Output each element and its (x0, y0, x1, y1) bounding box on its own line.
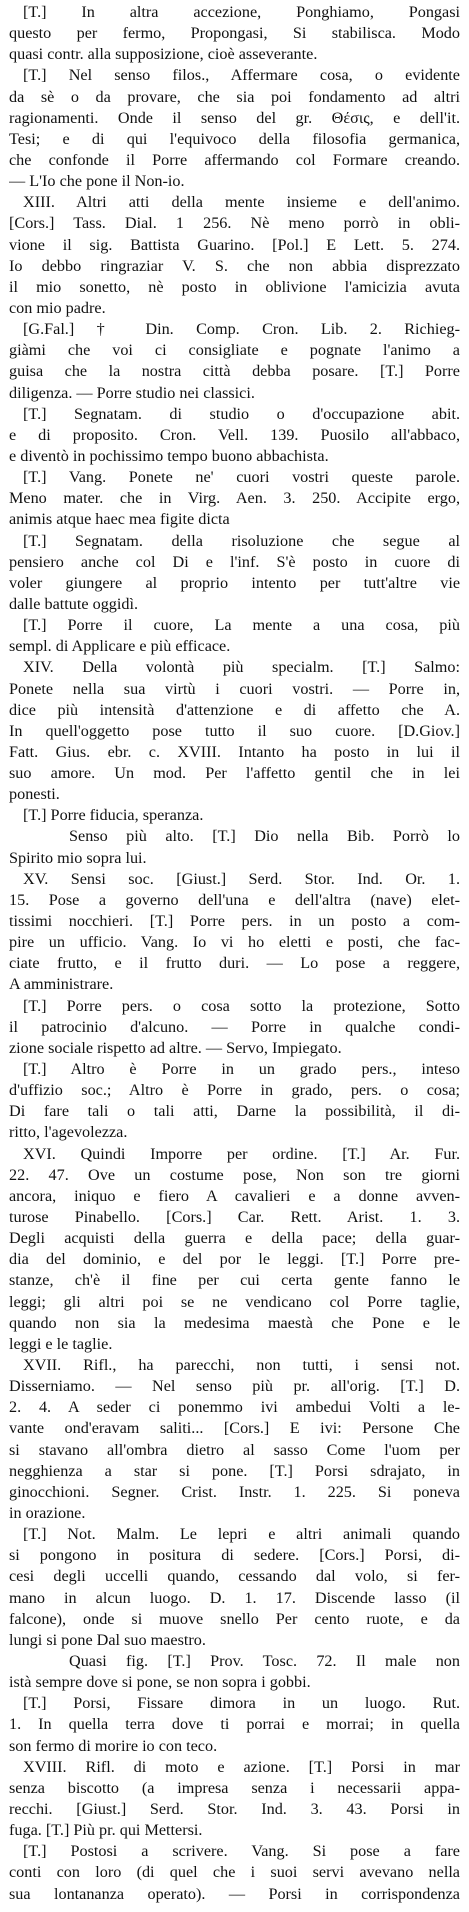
text-line: senza biscotto (a impresa senza i necessarii appa- (9, 1778, 460, 1797)
text-line: diligenza. — Porre studio nei classici. (9, 383, 255, 402)
text-line: XVI. Quindi Imporre per ordine. [T.] Ar. Fur. (23, 1144, 460, 1163)
text-line: XVII. Rifl., ha parecchi, non tutti, i sensi not. (23, 1356, 460, 1374)
text-line: [T.] Segnatam. della risoluzione che segue al (23, 531, 460, 550)
text-line: questo per fermo, Propongasi, Si stabilisca. Modo (9, 24, 460, 43)
text-line: XV. Sensi soc. [Giust.] Serd. Stor. Ind. Or. 1. (23, 869, 460, 888)
text-line: Io debbo ringraziar V. S. che non abbia disprezzato (9, 256, 460, 275)
text-line: [T.] Vang. Ponete ne' cuori vostri queste parole. (23, 468, 460, 487)
text-line: Tesi; e di qui l'equivoco della filosofia germanica, (9, 129, 460, 148)
text-line: tissimi nocchieri. [T.] Porre pers. in un posto a com- (9, 912, 460, 931)
text-line: conti con loro (di quel che i suoi servi avevano nella (9, 1863, 460, 1882)
text-line: Senso più alto. [T.] Dio nella Bib. Porrò lo (69, 827, 460, 846)
text-line: lungi si pone Dal suo maestro. (9, 1630, 206, 1649)
text-line: [T.] Postosi a scrivere. Vang. Si pose a fare (23, 1842, 460, 1861)
text-line: Spirito mio sopra lui. (9, 848, 147, 867)
text-line: [T.] Altro è Porre in un grado pers., inteso (23, 1060, 460, 1079)
text-line: Meno mater. che in Virg. Aen. 3. 250. Accipite ergo, (9, 489, 460, 508)
text-line: istà sempre dove si pone, se non sopra i gobbi. (9, 1673, 311, 1692)
text-line: In quell'oggetto pose tutto il suo cuore. [D.Giov.] (9, 721, 460, 740)
text-line: ginocchioni. Segner. Crist. Instr. 1. 225. Si poneva (9, 1482, 460, 1501)
text-line: [T.] Segnatam. di studio o d'occupazione abit. (23, 404, 460, 423)
text-line: Quasi fig. [T.] Prov. Tosc. 72. Il male non (69, 1651, 460, 1670)
text-line: [T.] Not. Malm. Le lepri e altri animali quando (23, 1525, 460, 1544)
text-line: A amministrare. (9, 975, 114, 994)
text-line: pire un ufficio. Vang. Io vi ho eletti e posti, che fac- (9, 933, 460, 952)
text-line: ragionamenti. Onde il senso del gr. Θέσις, e dell'it. (9, 108, 460, 127)
text-line: vante ond'eravam saliti... [Cors.] E ivi: Persone Che (9, 1419, 460, 1438)
text-line: XVIII. Rifl. di moto e azione. [T.] Porsi in mar (23, 1757, 460, 1776)
text-line: 1. In quella terra dove ti porrai e morrai; in quella (9, 1715, 460, 1734)
text-line: suo amore. Un mod. Per l'affetto gentil che in lei (9, 764, 460, 783)
text-line: con mio padre. (9, 298, 106, 317)
text-line: pensiero anche col Di e l'inf. S'è posto in cuore di (9, 552, 460, 571)
text-line: dia del dominio, e del por le leggi. [T.] Porre pre- (9, 1250, 460, 1269)
text-line: dice più intensità d'attenzione e di affetto che A. (9, 700, 460, 719)
text-line: [T.] Nel senso filos., Affermare cosa, o evidente (23, 66, 460, 85)
text-line: vione il sig. Battista Guarino. [Pol.] E Lett. 5. 274. (9, 235, 460, 254)
text-line: Degli acquisti della guerra e della pace; della guar- (9, 1229, 460, 1248)
text-line: recchi. [Giust.] Serd. Stor. Ind. 3. 43. Porsi in (9, 1799, 460, 1818)
text-line: son fermo di morire io con teco. (9, 1736, 218, 1755)
text-line: voler giungere al proprio intento per tutt'altre vie (9, 573, 460, 592)
text-line: dalle battute oggidì. (9, 594, 139, 613)
text-line: e diventò in pochissimo tempo buono abbachista. (9, 446, 329, 465)
text-line: [T.] Porre pers. o cosa sotto la protezione, Sotto (23, 996, 460, 1015)
text-line: ancora, iniquo e fiero A cavalieri e a donne avven- (9, 1186, 460, 1205)
text-line: turose Pinabello. [Cors.] Car. Rett. Arist. 1. 3. (9, 1208, 460, 1227)
text-line: [T.] Porre fiducia, speranza. (23, 806, 204, 825)
text-line: animis atque haec mea figite dicta (9, 510, 230, 529)
text-line: quando non sia la medesima maestà che Pone e le (9, 1313, 460, 1332)
text-line: [Cors.] Tass. Dial. 1 256. Nè meno porrò in obli- (9, 214, 460, 233)
text-line: [T.] Porsi, Fissare dimora in un luogo. Rut. (23, 1694, 460, 1713)
text-line: ponesti. (9, 785, 60, 804)
text-line: Fatt. Gius. ebr. c. XVIII. Intanto ha posto in lui il (9, 742, 460, 761)
text-line: il patrocinio d'alcuno. — Porre in qualche condi- (9, 1017, 460, 1036)
text-line: negghienza a star si pone. [T.] Porsi sdrajato, in (9, 1461, 460, 1480)
text-line: [G.Fal.] † Din. Comp. Cron. Lib. 2. Richieg- (23, 320, 460, 339)
text-line: si pongono in positura di sedere. [Cors.] Porsi, di- (9, 1546, 460, 1565)
text-line: quasi contr. alla supposizione, cioè asseverante. (9, 45, 318, 64)
text-line: in orazione. (9, 1503, 86, 1522)
text-line: fuga. [T.] Più pr. qui Mettersi. (9, 1821, 203, 1840)
text-line: [T.] Porre il cuore, La mente a una cosa, più (23, 616, 460, 635)
text-line: il mio sonetto, nè posto in oblivione l'amicizia avuta (9, 277, 460, 296)
text-line: XIII. Altri atti della mente insieme e dell'animo. (23, 193, 460, 212)
text-line: leggi; gli altri poi se ne vendicano col Porre taglie, (9, 1292, 460, 1311)
text-line: — L'Io che pone il Non-io. (9, 172, 185, 191)
text-line: mano in alcun luogo. D. 1. 17. Discende lasso (il (9, 1588, 460, 1607)
text-line: cesi degli uccelli quando, cessando dal volo, si fer- (9, 1567, 460, 1586)
text-line: da sè o da provare, che sia poi fondamento ad altri (9, 87, 460, 106)
text-line: 2. 4. A seder ci ponemmo ivi ambedui Volti a le- (9, 1398, 460, 1417)
text-line: Di fare tali o tali atti, Darne la possibilità, il di- (9, 1102, 460, 1121)
text-line: 22. 47. Ove un costume pose, Non son tre giorni (9, 1165, 460, 1184)
text-line: XIV. Della volontà più specialm. [T.] Salmo: (23, 658, 460, 677)
text-line: e di proposito. Cron. Vell. 139. Puosilo all'abbaco, (9, 425, 460, 444)
text-line: ritto, l'agevolezza. (9, 1123, 128, 1142)
text-line: Ponete nella sua virtù i cuori vostri. — Porre in, (9, 679, 460, 698)
text-line: 15. Pose a governo dell'una e dell'altra (nave) elet- (9, 890, 460, 909)
text-line: giàmi che voi ci consigliate e pognate l'animo a (9, 341, 460, 360)
text-line: d'uffizio soc.; Altro è Porre in grado, pers. o cosa; (9, 1081, 460, 1100)
text-line: si stavano all'ombra dietro al sasso Come l'uom per (9, 1440, 460, 1459)
text-line: zione sociale rispetto ad altre. — Servo, Impiegato. (9, 1038, 342, 1057)
text-line: leggi e le taglie. (9, 1334, 113, 1353)
text-line: sempl. di Applicare e più efficace. (9, 637, 231, 656)
text-line: ciate frutto, e il frutto duri. — Lo pose a reggere, (9, 954, 460, 973)
text-line: [T.] In altra accezione, Ponghiamo, Pongasi (23, 3, 460, 21)
text-line: Disserniamo. — Nel senso più pr. all'orig. [T.] D. (9, 1377, 460, 1396)
text-line: sua lontananza operato). — Porsi in corrispondenza (9, 1884, 460, 1903)
text-line: stanze, ch'è il fine per cui certa gente fanno le (9, 1271, 460, 1290)
text-line: guisa che la nostra città debba posare. [T.] Porre (9, 362, 460, 381)
text-line: falcone), onde si muove snello Per cento ruote, e da (9, 1609, 460, 1628)
text-line: che confonde il Porre affermando col Formare creando. (9, 150, 460, 169)
